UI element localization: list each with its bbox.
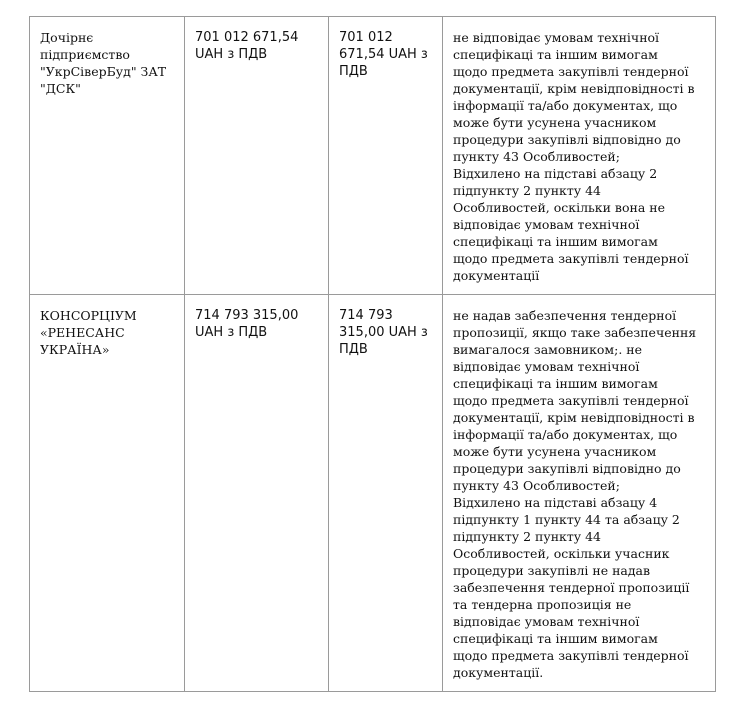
participant-name-cell: КОНСОРЦІУМ «РЕНЕСАНС УКРАЇНА» [30,295,185,692]
initial-price-cell: 701 012 671,54 UAH з ПДВ [185,17,329,295]
rejection-reason-cell: не надав забезпечення тендерної пропозиції, якщо таке забезпечення вимагалося замовником;. не відповідає умовам технічної специфікаці та іншим вимогам щодо предмета закупівлі тендерної документації, крім невідповідності в інформації та/або документах, що може бути усунена учасником процедури закупівлі відповідно до пункту 43 Особливостей; Відхилено на підставі абзацу 4 підпункту 1 пункту 44 та абзацу 2 підпункту 2 пункту 44 Особливостей, оскільки учасник процедури закупівлі не надав забезпечення тендерної пропозиції та тендерна пропозиція не відповідає умовам технічної специфікаці та іншим вимогам щодо предмета закупівлі тендерної документації. [443,295,716,692]
participant-name-cell: Дочірнє підприємство "УкрСіверБуд" ЗАТ "ДСК" [30,17,185,295]
rejection-reason-cell: не відповідає умовам технічної специфікаці та іншим вимогам щодо предмета закупівлі тендерної документації, крім невідповідності в інформації та/або документах, що може бути усунена учасником процедури закупівлі відповідно до пункту 43 Особливостей; Відхилено на підставі абзацу 2 підпункту 2 пункту 44 Особливостей, оскільки вона не відповідає умовам технічної специфікаці та іншим вимогам щодо предмета закупівлі тендерної документації [443,17,716,295]
final-price-cell: 701 012 671,54 UAH з ПДВ [329,17,443,295]
rejected-bids-table [29,16,716,692]
table-row [30,295,716,692]
table-row [30,17,716,295]
final-price-cell: 714 793 315,00 UAH з ПДВ [329,295,443,692]
initial-price-cell: 714 793 315,00 UAH з ПДВ [185,295,329,692]
